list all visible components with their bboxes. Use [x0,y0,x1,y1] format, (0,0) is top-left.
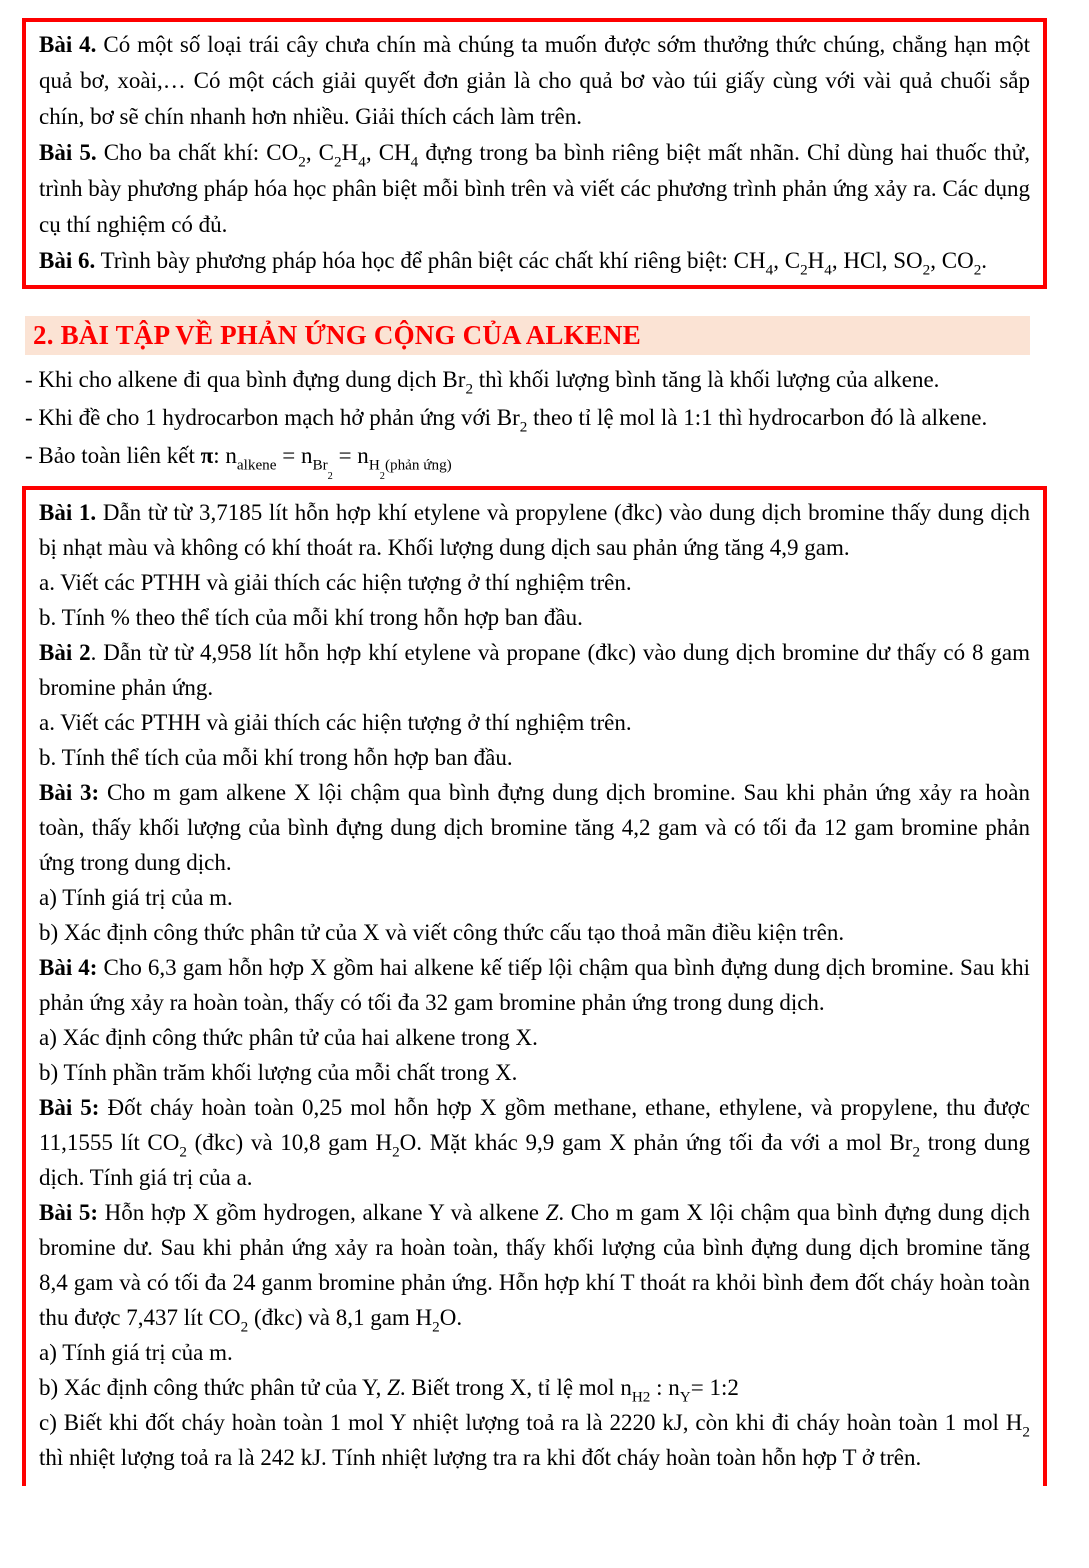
text-segment: a) Tính giá trị của m. [39,1340,233,1366]
text-segment: b) Xác định công thức phân tử của X và viết công thức cấu tạo thoả mãn điều kiện trên. [39,920,845,946]
text-segment: 2 [1022,1423,1030,1441]
text-segment: , C [305,140,335,165]
text-segment: . [981,248,988,273]
text-segment: : n [213,443,237,468]
text-segment: (phản ứng) [384,456,452,474]
exercise-box-1 [22,18,1047,289]
text-segment: = 1:2 [690,1375,739,1401]
text-segment: a) Tính giá trị của m. [39,885,233,911]
text-segment: , C [773,248,801,273]
paragraph [25,361,1044,399]
text-segment: 2 [379,471,385,483]
text-segment: . Biết trong X, tỉ lệ mol n [399,1375,632,1401]
text-segment: π [200,443,214,468]
text-segment: a. Viết các PTHH và giải thích các hiện tượng ở thí nghiệm trên. [39,570,632,596]
text-segment: thì khối lượng bình tăng là khối lượng của alkene. [473,367,940,392]
text-segment: Cho m gam alkene X lội chậm qua bình đựng dung dịch bromine. Sau khi phản ứng xảy ra hoàn toàn, thấy khối lượng của bình đựng dung dịch bromine tăng 4,2 gam và có tối đa 12 gam bromine phản ứng trong dung dịch. [39,780,1031,876]
text-segment: c) Biết khi đốt cháy hoàn toàn 1 mol Y nhiệt lượng toả ra là 2220 kJ, còn khi đi cháy hoàn toàn 1 mol H [39,1410,1023,1436]
text-segment: Cho 6,3 gam hỗn hợp X gồm hai alkene kế tiếp lội chậm qua bình đựng dung dịch bromine. Sau khi phản ứng xảy ra hoàn toàn, thấy có tối đa 32 gam bromine phản ứng trong dung dịch. [39,955,1031,1016]
paragraph [39,880,1030,915]
text-segment: Bài 4. [39,32,97,57]
text-segment: Z [545,1200,559,1226]
text-segment: 2 [240,1318,249,1336]
text-segment: Bài 3: [39,780,100,806]
paragraph [39,495,1030,565]
paragraph [39,1405,1030,1475]
text-segment: alkene [236,456,277,474]
text-segment: Trình bày phương pháp hóa học để phân biệt các chất khí riêng biệt: CH [95,248,766,273]
text-segment: Dẫn từ từ 3,7185 lít hỗn hợp khí etylene và propylene (đkc) vào dung dịch bromine thấy dung dịch bị nhạt màu và không có khí thoát ra. Khối lượng dung dịch sau phản ứng tăng 4,9 gam. [39,500,1030,561]
text-segment: Z [387,1375,400,1401]
text-segment: Hỗn hợp X gồm hydrogen, alkane Y và alkene [98,1200,546,1226]
text-segment: 4 [410,153,419,171]
text-segment: 2 [912,1143,921,1161]
text-segment: Bài 6. [39,248,96,273]
text-segment: 2 [922,261,931,279]
text-segment: Bài 5. [39,140,97,165]
paragraph [39,1090,1030,1195]
text-segment: 2 [327,471,333,483]
paragraph [39,600,1030,635]
paragraph [39,950,1030,1020]
text-segment: Br [312,456,328,474]
text-segment: - Bảo toàn liên kết [25,443,201,468]
text-segment: b) Xác định công thức phân tử của Y, [39,1375,388,1401]
text-segment: thì nhiệt lượng toả ra là 242 kJ. Tính nhiệt lượng tra ra khi đốt cháy hoàn toàn hỗn hợp T ở trên. [39,1445,922,1471]
text-segment: . Dẫn từ từ 4,958 lít hỗn hợp khí etylene và propane (đkc) vào dung dịch bromine dư thấy có 8 gam bromine phản ứng. [39,640,1030,701]
paragraph [39,740,1030,775]
text-segment: = n [276,443,313,468]
text-segment: H [368,456,380,474]
text-segment: Bài 2 [39,640,91,666]
text-segment: 2 [973,261,982,279]
text-segment: a. Viết các PTHH và giải thích các hiện tượng ở thí nghiệm trên. [39,710,632,736]
paragraph [39,1195,1030,1335]
text-segment: 4 [358,153,366,171]
text-segment: (đkc) và 10,8 gam H [186,1130,393,1156]
text-segment: - Khi cho alkene đi qua bình đựng dung dịch Br [25,367,466,392]
text-segment: 2 [800,261,808,279]
paragraph [39,27,1030,135]
text-segment: 2 [298,153,306,171]
text-segment: (đkc) và 8,1 gam H [248,1305,433,1331]
text-segment: - Khi đề cho 1 hydrocarbon mạch hở phản ứng với Br [25,405,520,430]
text-segment: Đốt cháy hoàn toàn 0,25 mol hỗn hợp X gồm methane, ethane, ethylene, và propylene, thu được 11,1555 lít CO [39,1095,1030,1156]
text-segment: b. Tính thể tích của mỗi khí trong hỗn hợp ban đầu. [39,745,513,771]
text-segment: Bài 1. [39,500,97,526]
paragraph [39,705,1030,740]
paragraph [25,437,1044,483]
paragraph [39,243,1030,279]
paragraph [39,1370,1030,1405]
text-segment: , CO [930,248,974,273]
text-segment: : n [650,1375,680,1401]
text-segment: theo tỉ lệ mol là 1:1 thì hydrocarbon đó là alkene. [527,405,988,430]
paragraph [25,399,1044,437]
section-title: 2. BÀI TẬP VỀ PHẢN ỨNG CỘNG CỦA ALKENE [33,320,641,350]
text-segment: 2 [519,418,528,436]
paragraph [39,1055,1030,1090]
text-segment: b) Tính phần trăm khối lượng của mỗi chất trong X. [39,1060,518,1086]
text-segment: Bài 4: [39,955,98,981]
text-segment: a) Xác định công thức phân tử của hai alkene trong X. [39,1025,538,1051]
text-segment: , CH [365,140,411,165]
paragraph [39,565,1030,600]
text-segment: 2 [465,380,474,398]
paragraph [39,1020,1030,1055]
text-segment: 2 [432,1318,440,1336]
text-segment: đựng trong ba bình riêng biệt mất nhãn. Chỉ dùng hai thuốc thử, trình bày phương pháp hóa học phân biệt mỗi bình trên và viết các phương trình phản ứng xảy ra. Các dụng cụ thí nghiệm có đủ. [39,140,1031,237]
text-segment: trong dung dịch. Tính giá trị của a. [39,1130,1030,1191]
text-segment: H [341,140,359,165]
text-segment: 4 [824,261,832,279]
text-segment: , HCl, SO [831,248,923,273]
text-segment: Có một số loại trái cây chưa chín mà chúng ta muốn được sớm thưởng thức chúng, chẳng hạn một quả bơ, xoài,… Có một cách giải quyết đơn giản là cho quả bơ vào túi giấy cùng với vài quả chuối sắp chín, bơ sẽ chín nhanh hơn nhiều. Giải thích cách làm trên. [39,32,1030,129]
text-segment: O. [439,1305,463,1331]
text-segment: 2 [334,153,342,171]
text-segment: Bài 5: [39,1095,100,1121]
text-segment: Y [679,1388,691,1406]
section-header [25,316,1030,355]
paragraph [39,1335,1030,1370]
text-segment: H [807,248,825,273]
text-segment: Cho ba chất khí: CO [96,140,299,165]
exercise-box-2 [22,486,1047,1486]
text-segment: 4 [765,261,774,279]
paragraph [39,135,1030,243]
text-segment: 2 [392,1143,400,1161]
paragraph [39,915,1030,950]
paragraph [39,775,1030,880]
document-page [0,18,1089,1568]
text-segment: O. Mặt khác 9,9 gam X phản ứng tối đa với a mol Br [399,1130,913,1156]
text-segment: 2 [179,1143,187,1161]
text-segment: = n [332,443,369,468]
text-segment: . Cho m gam X lội chậm qua bình đựng dung dịch bromine dư. Sau khi phản ứng xảy ra hoàn toàn, thấy khối lượng của bình đựng dung dịch bromine tăng 8,4 gam và có tối đa 24 ganm bromine phản ứng. Hỗn hợp khí T thoát ra khỏi bình đem đốt cháy hoàn toàn thu được 7,437 lít CO [39,1200,1030,1331]
notes [25,361,1044,483]
text-segment: Bài 5: [39,1200,98,1226]
text-segment: H2 [631,1388,651,1406]
text-segment: b. Tính % theo thể tích của mỗi khí trong hỗn hợp ban đầu. [39,605,583,631]
paragraph [39,635,1030,705]
